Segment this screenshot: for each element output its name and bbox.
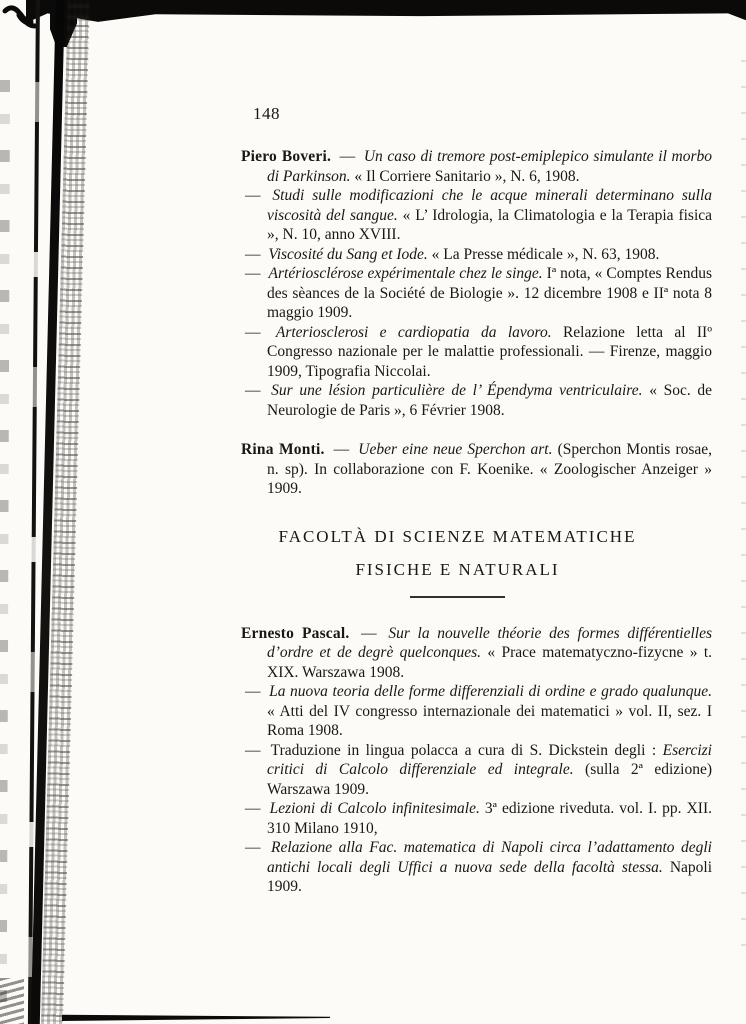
publication-details: « Prace matematyczno-fizycne » t. XIX. Warszawa 1908. [267,644,713,681]
work-title: Arteriosclerosi e cardiopatia da lavoro. [275,323,552,341]
bibliography-entry [241,440,712,499]
bibliography-group [241,440,712,499]
author-name: Rina Monti. [241,441,325,458]
bibliography-entry [241,186,712,245]
work-title: Esercizi critici di Calcolo differenziale ed integrale. [267,741,712,778]
entry-dash: — [339,148,356,165]
publication-details: « L’ Idrologia, la Climatologia e la Terapia fisica », N. 10, anno XVIII. [267,206,713,243]
work-title: Relazione alla Fac. matematica di Napoli circa l’adattamento degli antichi locali degli Uffici a nuova sede della facoltà stessa. [267,839,712,876]
work-title: Un caso di tremore post-emiplepico simulante il morbo di Parkinson. [267,148,712,185]
entry-dash: — [245,683,261,700]
work-title: Studi sulle modificazioni che le acque minerali determinano sulla viscosità del sangue. [267,187,713,224]
bibliography-entry [241,381,712,420]
bibliography-entry [241,245,712,265]
entry-dash: — [245,187,261,204]
entry-dash: — [245,382,261,399]
work-title: Lezioni di Calcolo infinitesimale. [269,800,480,817]
bibliography-entry [241,682,712,741]
bibliography-entry [241,799,712,838]
book-gutter-shadow [0,0,150,1024]
author-name: Piero Boveri. [241,148,332,165]
publication-details: Traduzione in lingua polacca a cura di S. Dickstein degli : [270,741,657,759]
publication-details: 3ª edizione riveduta. vol. I. pp. XII. 310 Milano 1910, [267,800,713,837]
entry-dash: — [333,441,350,458]
author-name: Ernesto Pascal. [241,624,350,642]
publication-details: « Soc. de Neurologie de Paris », 6 Février 1908. [267,382,713,419]
heading-divider-rule [410,596,505,598]
left-edge-speckle [0,80,10,1024]
page-content [241,104,712,897]
entry-dash: — [245,265,261,282]
faculty-heading [241,527,712,598]
bibliography-entry [241,323,712,382]
bibliography [241,147,712,897]
entry-dash: — [245,323,261,341]
bibliography-entry [241,624,712,683]
faculty-heading-line-2: FISICHE E NATURALI [355,559,560,579]
entry-dash: — [245,800,261,817]
publication-details: Napoli 1909. [267,858,713,895]
publication-details: « La Presse médicale », N. 63, 1908. [431,245,660,263]
work-title: Sur la nouvelle théorie des formes différentielles d’ordre et de degrè quelconques. [267,624,712,661]
page-number: 148 [253,104,280,123]
entry-dash: — [361,624,377,642]
publication-details: (Sperchon Montis rosae, n. sp). In collaborazione con F. Koenike. « Zoologischer Anzeiger » 1909. [267,441,713,497]
work-title: Viscosité du Sang et Iode. [268,245,428,263]
right-edge-speckle [741,60,746,960]
publication-details: Relazione letta al IIº Congresso nazionale per le malattie professionali. — Firenze, maggio 1909, Tipografia Niccolai. [267,323,712,380]
scan-bottom-corner-speckle [0,978,24,1024]
bibliography-entry [241,147,712,186]
bibliography-group [241,624,712,897]
bibliography-entry [241,741,712,800]
faculty-heading-line-1: FACOLTÀ DI SCIENZE MATEMATICHE [278,526,637,546]
bibliography-group [241,147,712,420]
work-title: La nuova teoria delle forme differenziali di ordine e grado qualunque. [269,683,712,700]
scan-bottom-line-artifact [62,1014,330,1021]
entry-dash: — [245,839,261,856]
publication-details: « Il Corriere Sanitario », N. 6, 1908. [354,167,580,185]
publication-details: Iª nota, « Comptes Rendus des sèances de la Société de Biologie ». 12 dicembre 1908 e IIª nota 8 maggio 1909. [267,265,713,321]
publication-details: (sulla 2ª edizione) Warszawa 1909. [267,761,712,798]
entry-dash: — [245,741,261,759]
bibliography-entry [241,264,712,323]
publication-details: « Atti del IV congresso internazionale dei matematici » vol. II, sez. I Roma 1908. [267,702,712,739]
entry-dash: — [245,245,261,263]
bibliography-entry [241,838,712,897]
work-title: Sur une lésion particulière de l’ Épendyma ventriculaire. [271,382,643,399]
work-title: Artériosclérose expérimentale chez le singe. [268,265,543,282]
work-title: Ueber eine neue Sperchon art. [358,441,553,458]
